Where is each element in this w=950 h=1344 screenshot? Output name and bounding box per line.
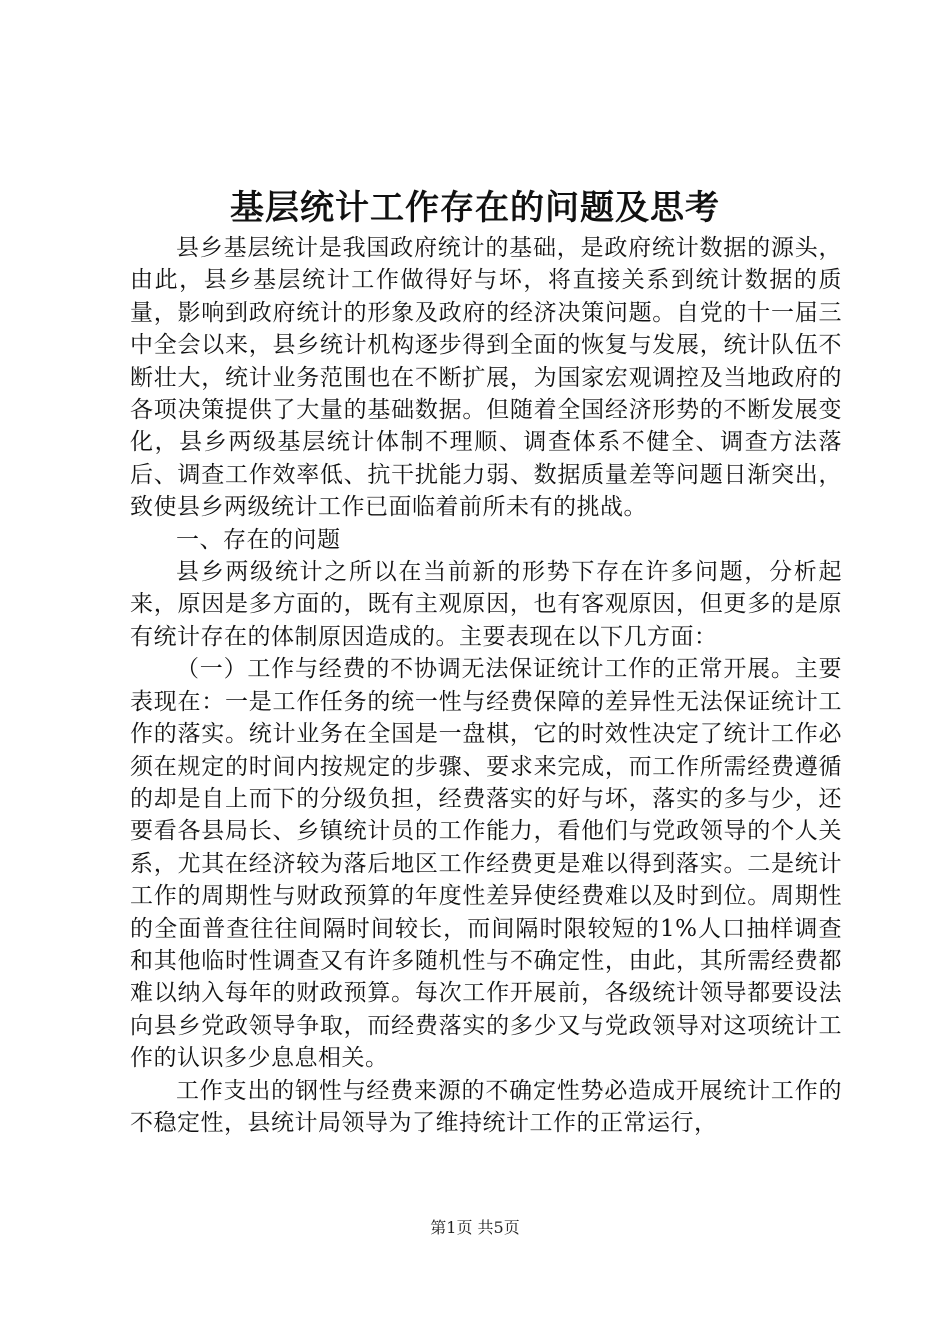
document-body bbox=[130, 232, 842, 1139]
page-number-footer: 第1页 共5页 bbox=[430, 1218, 520, 1237]
paragraph-causes: 县乡两级统计之所以在当前新的形势下存在许多问题，分析起来，原因是多方面的，既有主观原因，也有客观原因，但更多的是原有统计存在的体制原因造成的。主要表现在以下几方面： bbox=[130, 559, 842, 650]
paragraph-intro: 县乡基层统计是我国政府统计的基础，是政府统计数据的源头，由此，县乡基层统计工作做得好与坏，将直接关系到统计数据的质量，影响到政府统计的形象及政府的经济决策问题。自党的十一届三中全会以来，县乡统计机构逐步得到全面的恢复与发展，统计队伍不断壮大，统计业务范围也在不断扩展，为国家宏观调控及当地政府的各项决策提供了大量的基础数据。但随着全国经济形势的不断发展变化，县乡两级基层统计体制不理顺、调查体系不健全、调查方法落后、调查工作效率低、抗干扰能力弱、数据质量差等问题日渐突出，致使县乡两级统计工作已面临着前所未有的挑战。 bbox=[130, 235, 842, 521]
document-title: 基层统计工作存在的问题及思考 bbox=[230, 188, 720, 228]
section-heading-problems: 一、存在的问题 bbox=[176, 526, 341, 553]
paragraph-instability: 工作支出的钢性与经费来源的不确定性势必造成开展统计工作的不稳定性，县统计局领导为了维持统计工作的正常运行， bbox=[130, 1077, 842, 1136]
paragraph-funding-issues: （一）工作与经费的不协调无法保证统计工作的正常开展。主要表现在：一是工作任务的统一性与经费保障的差异性无法保证统计工作的落实。统计业务在全国是一盘棋，它的时效性决定了统计工作必须在规定的时间内按规定的步骤、要求来完成，而工作所需经费遵循的却是自上而下的分级负担，经费落实的好与坏，落实的多与少，还要看各县局长、乡镇统计员的工作能力，看他们与党政领导的个人关系，尤其在经济较为落后地区工作经费更是难以得到落实。二是统计工作的周期性与财政预算的年度性差异使经费难以及时到位。周期性的全面普查往往间隔时间较长，而间隔时限较短的1%人口抽样调查和其他临时性调查又有许多随机性与不确定性，由此，其所需经费都难以纳入每年的财政预算。每次工作开展前，各级统计领导都要设法向县乡党政领导争取，而经费落实的多少又与党政领导对这项统计工作的认识多少息息相关。 bbox=[130, 656, 842, 1072]
